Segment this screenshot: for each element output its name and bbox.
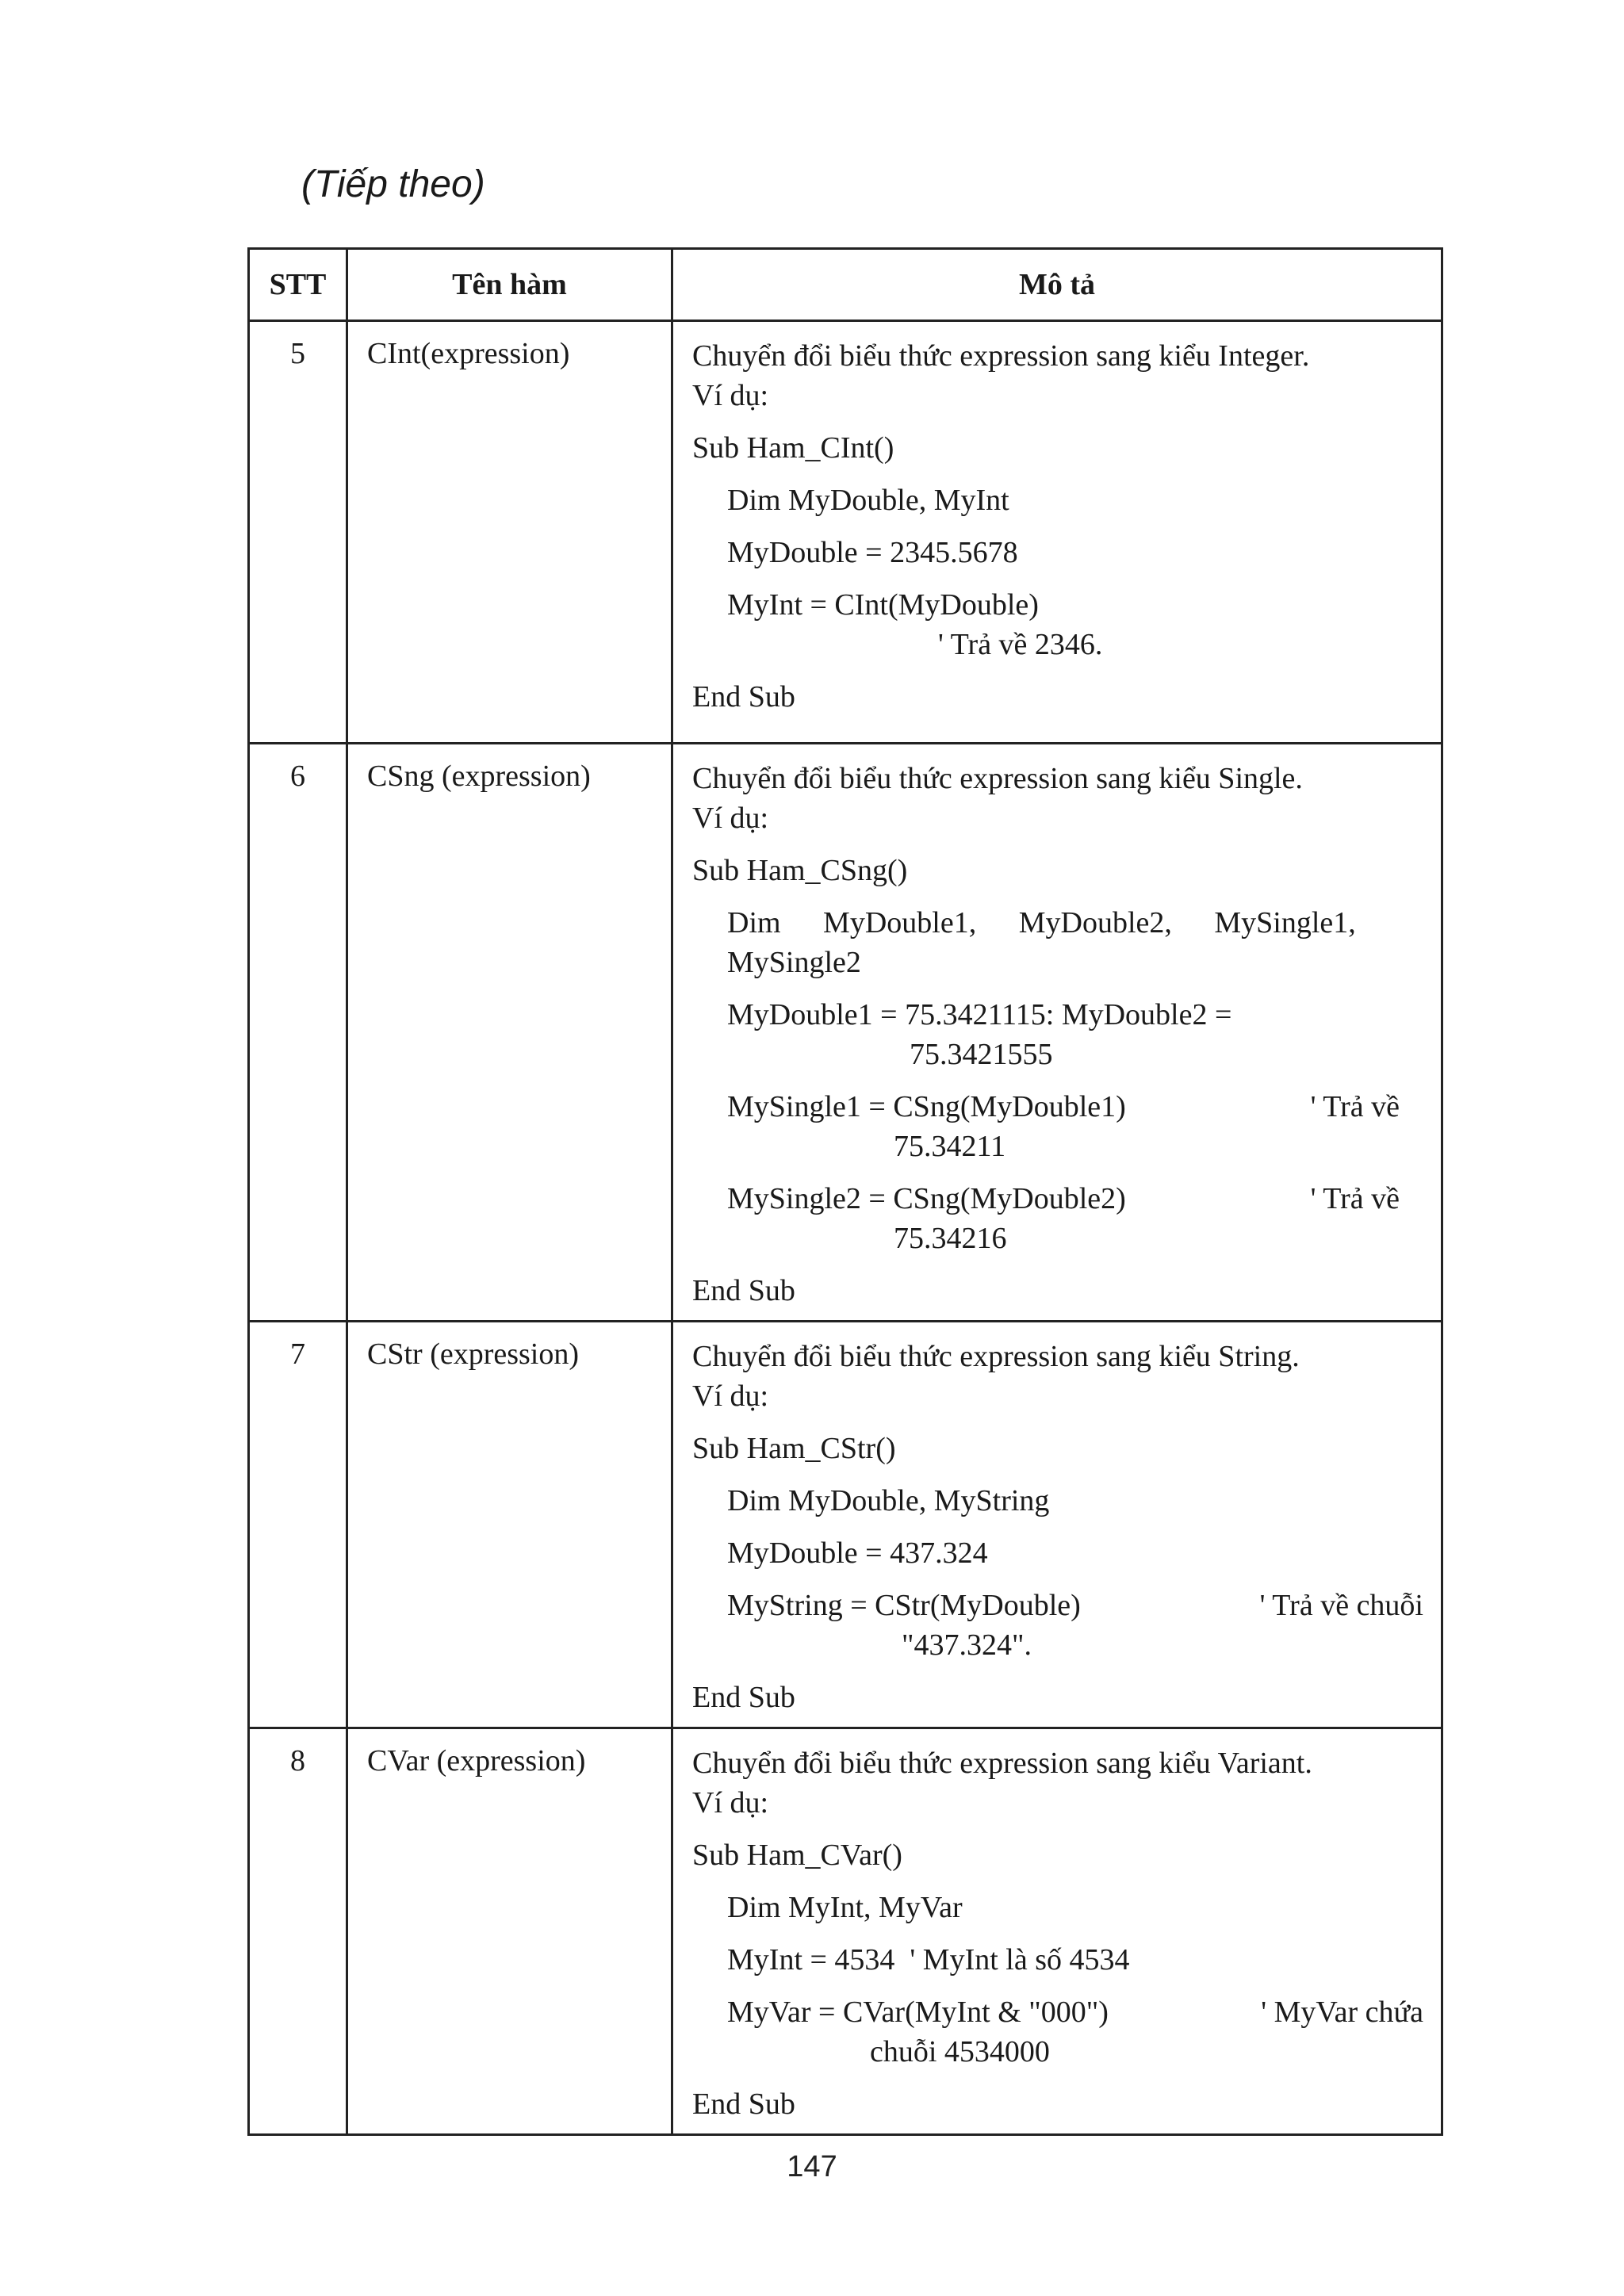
code-continuation: 75.3421555 <box>910 1038 1053 1071</box>
row-stt: 6 <box>249 744 347 1322</box>
code-sub-end: End Sub <box>692 1274 795 1307</box>
code-continuation: 75.34216 <box>894 1222 1007 1255</box>
code-sub-end: End Sub <box>692 1681 795 1714</box>
code-line: Dim MyDouble1, MyDouble2, MySingle1, MySingle2 <box>727 906 1356 979</box>
code-line-continuation <box>692 1219 1423 1258</box>
row-function-name: CStr (expression) <box>347 1322 672 1728</box>
code-comment: ' Trả về chuỗi <box>1259 1589 1423 1622</box>
row-stt: 5 <box>249 321 347 744</box>
table-row <box>249 1728 1442 2135</box>
code-statement: MySingle1 = CSng(MyDouble1) <box>727 1090 1126 1123</box>
code-line-continuation <box>692 1127 1423 1166</box>
code-line: MyInt = CInt(MyDouble) <box>727 588 1039 622</box>
code-continuation: chuỗi 4534000 <box>870 2035 1050 2068</box>
code-statement: MyString = CStr(MyDouble) <box>727 1589 1081 1622</box>
code-continuation: "437.324". <box>902 1628 1032 1662</box>
code-comment: ' Trả về <box>1310 1182 1400 1215</box>
code-line: MyInt = 4534 ' MyInt là số 4534 <box>727 1943 1130 1976</box>
example-label: Ví dụ: <box>692 379 769 412</box>
row-description <box>672 321 1442 744</box>
code-sub-start: Sub Ham_CStr() <box>692 1432 896 1465</box>
code-sub-end: End Sub <box>692 2087 795 2121</box>
description-text: Chuyển đổi biểu thức expression sang kiểu String. <box>692 1340 1300 1373</box>
row-stt: 7 <box>249 1322 347 1728</box>
header-stt: STT <box>249 249 347 321</box>
page-number: 147 <box>787 2150 837 2183</box>
code-comment: ' Trả về 2346. <box>938 628 1103 661</box>
code-line-continuation <box>692 2032 1423 2072</box>
row-function-name: CInt(expression) <box>347 321 672 744</box>
description-text: Chuyển đổi biểu thức expression sang kiểu Integer. <box>692 339 1310 373</box>
example-label: Ví dụ: <box>692 1786 769 1820</box>
code-line <box>692 1087 1423 1127</box>
code-comment: ' MyVar chứa <box>1261 1996 1423 2029</box>
code-line: MyDouble = 2345.5678 <box>727 536 1018 569</box>
code-statement: MySingle2 = CSng(MyDouble2) <box>727 1182 1126 1215</box>
description-text: Chuyển đổi biểu thức expression sang kiểu Single. <box>692 762 1303 795</box>
code-statement: MyVar = CVar(MyInt & "000") <box>727 1996 1109 2029</box>
row-function-name: CVar (expression) <box>347 1728 672 2135</box>
code-line: Dim MyInt, MyVar <box>727 1891 963 1924</box>
code-comment: ' Trả về <box>1310 1090 1400 1123</box>
code-line: MyDouble1 = 75.3421115: MyDouble2 = <box>727 998 1232 1031</box>
code-sub-end: End Sub <box>692 680 795 714</box>
code-line-continuation <box>692 1625 1423 1665</box>
code-line-continuation <box>692 1035 1423 1074</box>
continued-label: (Tiếp theo) <box>301 163 485 205</box>
description-text: Chuyển đổi biểu thức expression sang kiểu Variant. <box>692 1747 1312 1780</box>
header-function-name: Tên hàm <box>347 249 672 321</box>
code-sub-start: Sub Ham_CInt() <box>692 431 894 465</box>
row-description <box>672 744 1442 1322</box>
row-description <box>672 1322 1442 1728</box>
code-continuation: 75.34211 <box>894 1130 1006 1163</box>
header-description: Mô tả <box>672 249 1442 321</box>
code-line <box>692 1179 1423 1219</box>
code-line: Dim MyDouble, MyString <box>727 1484 1050 1517</box>
example-label: Ví dụ: <box>692 1380 769 1413</box>
code-sub-start: Sub Ham_CVar() <box>692 1839 902 1872</box>
function-table <box>247 247 1443 2136</box>
code-line: Dim MyDouble, MyInt <box>727 484 1009 517</box>
table-row <box>249 744 1442 1322</box>
table-row <box>249 1322 1442 1728</box>
code-sub-start: Sub Ham_CSng() <box>692 854 908 887</box>
table-row <box>249 321 1442 744</box>
row-description <box>672 1728 1442 2135</box>
row-function-name: CSng (expression) <box>347 744 672 1322</box>
code-line <box>692 1586 1423 1625</box>
code-line <box>692 1992 1423 2032</box>
example-label: Ví dụ: <box>692 802 769 835</box>
table-header-row <box>249 249 1442 321</box>
row-stt: 8 <box>249 1728 347 2135</box>
code-line: MyDouble = 437.324 <box>727 1536 988 1570</box>
